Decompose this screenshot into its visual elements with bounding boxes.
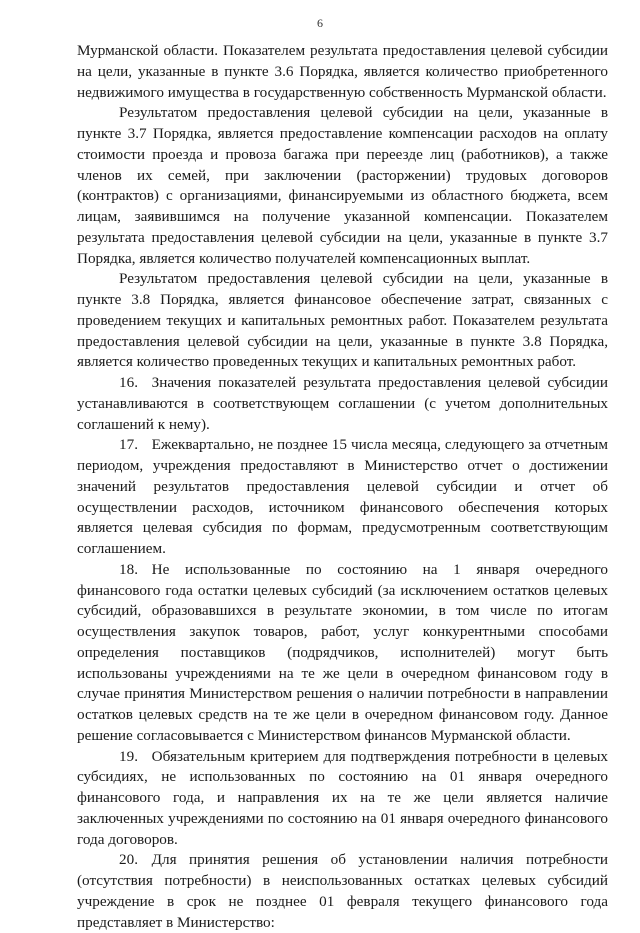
clause-text: Значения показателей результата предоставления целевой субсидии устанавливаются в соответствующем соглашении (с учетом дополнительных соглашений к нему). <box>77 374 608 433</box>
paragraph <box>77 103 608 269</box>
clause-19 <box>77 747 608 851</box>
clause-18 <box>77 560 608 747</box>
clause-text: Ежеквартально, не позднее 15 числа месяца, следующего за отчетным периодом, учреждения предоставляют в Министерство отчет о достижении значений результатов предоставления целевой субсидии и отчет об осуществлении расходов, источником финансового обеспечения которых является целевая субсидия по формам, предусмотренным соответствующим соглашением. <box>77 436 608 557</box>
body-text <box>77 41 608 933</box>
clause-17 <box>77 435 608 560</box>
clause-text: Обязательным критерием для подтверждения потребности в целевых субсидиях, не использованных по состоянию на 01 января очередного финансового года, и направления их на те же цели является наличие заключенных учреждениями по состоянию на 01 января очередного финансового года договоров. <box>77 747 608 848</box>
paragraph-text: Результатом предоставления целевой субсидии на цели, указанные в пункте 3.8 Порядка, является финансовое обеспечение затрат, связанных с проведением текущих и капитальных ремонтных работ. Показателем результата предоставления целевой субсидии на цели, указанные в пункте 3.8 Порядка, является количество проведенных текущих и капитальных ремонтных работ. <box>77 270 608 371</box>
paragraph-text: Мурманской области. Показателем результата предоставления целевой субсидии на цели, указанные в пункте 3.6 Порядка, является количество приобретенного недвижимого имущества в государственную собственность Мурманской области. <box>77 42 608 101</box>
page-number: 6 <box>317 16 323 30</box>
clause-20 <box>77 850 608 933</box>
clause-number: 16. <box>119 374 138 391</box>
paragraph-text: Результатом предоставления целевой субсидии на цели, указанные в пункте 3.7 Порядка, является предоставление компенсации расходов на оплату стоимости проезда и провоза багажа при переезде лиц (работников), а также членов их семей, при заключении (расторжении) трудовых договоров (контрактов) с организациями, финансируемыми из областного бюджета, всем лицам, заявившимся на получение указанной компенсации. Показателем результата предоставления целевой субсидии на цели, указанные в пункте 3.7 Порядка, является количество получателей компенсационных выплат. <box>77 104 608 267</box>
clause-number: 20. <box>119 851 138 869</box>
clause-text: Для принятия решения об установлении наличия потребности (отсутствия потребности) в неиспользованных остатках целевых субсидий учреждение в срок не позднее 01 февраля текущего финансового года представляет в Министерство: <box>77 851 608 931</box>
clause-number: 17. <box>119 436 138 454</box>
paragraph <box>77 269 608 373</box>
paragraph-continued <box>77 41 608 103</box>
clause-16 <box>77 373 608 435</box>
clause-number: 19. <box>119 747 138 765</box>
clause-text: Не использованные по состоянию на 1 января очередного финансового года остатки целевых субсидий (за исключением остатков целевых субсидий, образовавшихся в результате экономии, в том числе по итогам осуществления закупок товаров, работ, услуг конкурентными способами определения поставщиков (подрядчиков, исполнителей) могут быть использованы учреждениями на те же цели в очередном финансовом году в случае принятия Министерством решения о наличии потребности в направлении остатков целевых средств на те же цели в очередном финансовом году. Данное решение согласовывается с Министерством финансов Мурманской области. <box>77 560 608 744</box>
clause-number: 18. <box>119 560 138 578</box>
